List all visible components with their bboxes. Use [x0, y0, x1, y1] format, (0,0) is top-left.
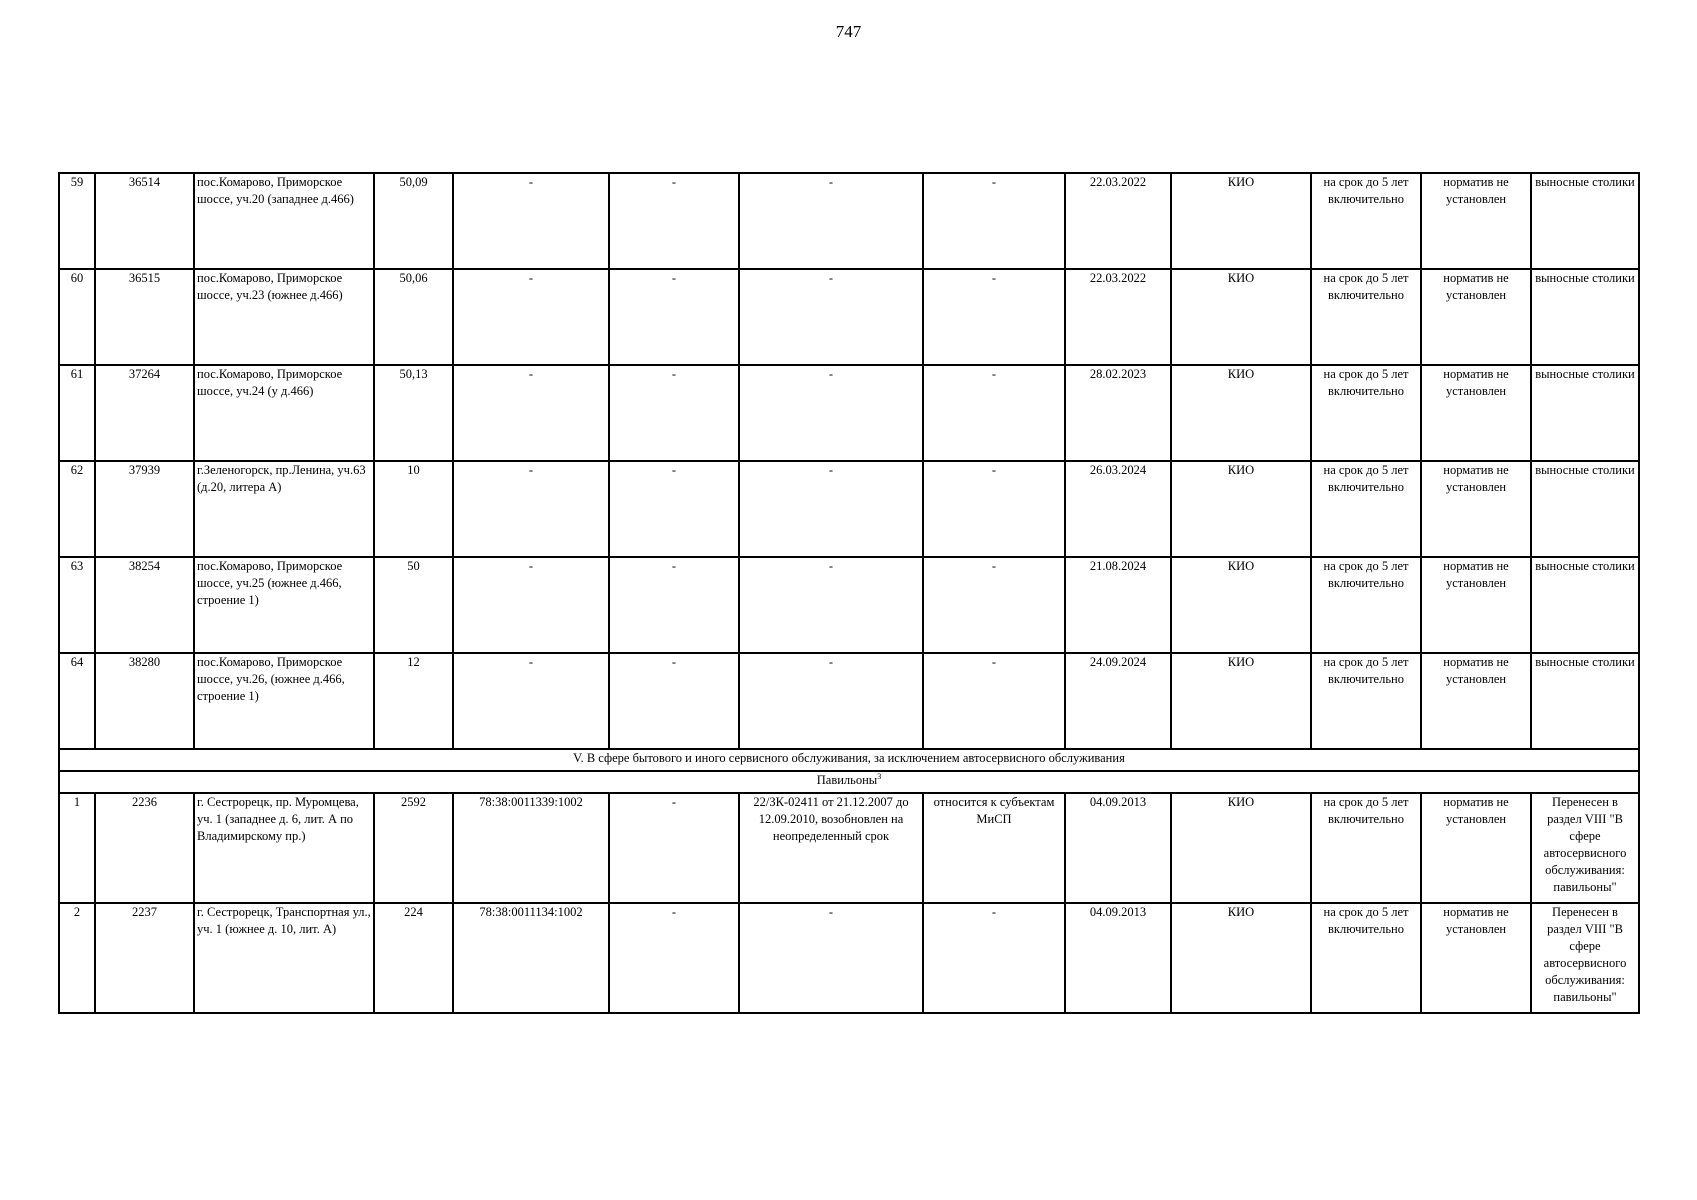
section-heading-row — [59, 749, 1639, 771]
cadastral-number: - — [453, 269, 609, 365]
subsection-title: Павильоны — [816, 773, 878, 787]
specialization: выносные столики — [1531, 269, 1639, 365]
object-id: 38254 — [95, 557, 194, 653]
term: на срок до 5 лет включительно — [1311, 793, 1421, 903]
organization: КИО — [1171, 461, 1311, 557]
cadastral-number: - — [453, 173, 609, 269]
subsection-footnote-mark: 3 — [877, 771, 882, 781]
msp-status: - — [923, 461, 1065, 557]
row-number: 63 — [59, 557, 95, 653]
subsection-heading-row — [59, 771, 1639, 793]
specialization: выносные столики — [1531, 173, 1639, 269]
object-id: 36515 — [95, 269, 194, 365]
agreement: - — [739, 557, 923, 653]
specialization: выносные столики — [1531, 365, 1639, 461]
table-row — [59, 269, 1639, 365]
address: пос.Комарово, Приморское шоссе, уч.25 (южнее д.466, строение 1) — [194, 557, 374, 653]
specialization: Перенесен в раздел VIII "В сфере автосервисного обслуживания: павильоны" — [1531, 793, 1639, 903]
agreement: - — [739, 269, 923, 365]
agreement: - — [739, 903, 923, 1013]
norm: норматив не установлен — [1421, 557, 1531, 653]
norm: норматив не установлен — [1421, 793, 1531, 903]
column-6: - — [609, 173, 739, 269]
address: г.Зеленогорск, пр.Ленина, уч.63 (д.20, литера А) — [194, 461, 374, 557]
table-row — [59, 903, 1639, 1013]
object-id: 36514 — [95, 173, 194, 269]
date: 28.02.2023 — [1065, 365, 1171, 461]
column-6: - — [609, 653, 739, 749]
norm: норматив не установлен — [1421, 365, 1531, 461]
column-6: - — [609, 269, 739, 365]
address: пос.Комарово, Приморское шоссе, уч.20 (западнее д.466) — [194, 173, 374, 269]
table-row — [59, 793, 1639, 903]
address: г. Сестрорецк, Транспортная ул., уч. 1 (южнее д. 10, лит. А) — [194, 903, 374, 1013]
specialization: выносные столики — [1531, 461, 1639, 557]
table-row — [59, 365, 1639, 461]
subsection-cell — [59, 771, 1639, 793]
term: на срок до 5 лет включительно — [1311, 365, 1421, 461]
area: 50,06 — [374, 269, 453, 365]
area: 12 — [374, 653, 453, 749]
date: 22.03.2022 — [1065, 173, 1171, 269]
term: на срок до 5 лет включительно — [1311, 461, 1421, 557]
msp-status: - — [923, 557, 1065, 653]
msp-status: относится к субъектам МиСП — [923, 793, 1065, 903]
date: 22.03.2022 — [1065, 269, 1171, 365]
organization: КИО — [1171, 793, 1311, 903]
table-row — [59, 653, 1639, 749]
agreement: - — [739, 461, 923, 557]
organization: КИО — [1171, 173, 1311, 269]
date: 04.09.2013 — [1065, 793, 1171, 903]
msp-status: - — [923, 903, 1065, 1013]
area: 50 — [374, 557, 453, 653]
column-6: - — [609, 461, 739, 557]
norm: норматив не установлен — [1421, 269, 1531, 365]
column-6: - — [609, 793, 739, 903]
row-number: 60 — [59, 269, 95, 365]
organization: КИО — [1171, 269, 1311, 365]
msp-status: - — [923, 653, 1065, 749]
date: 26.03.2024 — [1065, 461, 1171, 557]
row-number: 2 — [59, 903, 95, 1013]
agreement: - — [739, 365, 923, 461]
row-number: 59 — [59, 173, 95, 269]
cadastral-number: - — [453, 653, 609, 749]
cadastral-number: 78:38:0011339:1002 — [453, 793, 609, 903]
msp-status: - — [923, 173, 1065, 269]
organization: КИО — [1171, 365, 1311, 461]
area: 50,13 — [374, 365, 453, 461]
date: 04.09.2013 — [1065, 903, 1171, 1013]
address: г. Сестрорецк, пр. Муромцева, уч. 1 (западнее д. 6, лит. А по Владимирскому пр.) — [194, 793, 374, 903]
area: 224 — [374, 903, 453, 1013]
object-id: 37264 — [95, 365, 194, 461]
area: 2592 — [374, 793, 453, 903]
address: пос.Комарово, Приморское шоссе, уч.26, (южнее д.466, строение 1) — [194, 653, 374, 749]
agreement: 22/ЗК-02411 от 21.12.2007 до 12.09.2010, возобновлен на неопределенный срок — [739, 793, 923, 903]
term: на срок до 5 лет включительно — [1311, 557, 1421, 653]
msp-status: - — [923, 269, 1065, 365]
object-id: 37939 — [95, 461, 194, 557]
specialization: выносные столики — [1531, 557, 1639, 653]
organization: КИО — [1171, 653, 1311, 749]
specialization: Перенесен в раздел VIII "В сфере автосервисного обслуживания: павильоны" — [1531, 903, 1639, 1013]
row-number: 64 — [59, 653, 95, 749]
term: на срок до 5 лет включительно — [1311, 903, 1421, 1013]
agreement: - — [739, 653, 923, 749]
cadastral-number: - — [453, 365, 609, 461]
object-id: 2236 — [95, 793, 194, 903]
object-id: 38280 — [95, 653, 194, 749]
date: 21.08.2024 — [1065, 557, 1171, 653]
area: 50,09 — [374, 173, 453, 269]
specialization: выносные столики — [1531, 653, 1639, 749]
row-number: 61 — [59, 365, 95, 461]
term: на срок до 5 лет включительно — [1311, 653, 1421, 749]
column-6: - — [609, 365, 739, 461]
address: пос.Комарово, Приморское шоссе, уч.23 (южнее д.466) — [194, 269, 374, 365]
norm: норматив не установлен — [1421, 461, 1531, 557]
area: 10 — [374, 461, 453, 557]
page-number: 747 — [835, 22, 862, 41]
table-row — [59, 173, 1639, 269]
organization: КИО — [1171, 557, 1311, 653]
registry-table — [58, 172, 1640, 1014]
organization: КИО — [1171, 903, 1311, 1013]
norm: норматив не установлен — [1421, 653, 1531, 749]
msp-status: - — [923, 365, 1065, 461]
address: пос.Комарово, Приморское шоссе, уч.24 (у д.466) — [194, 365, 374, 461]
row-number: 1 — [59, 793, 95, 903]
cadastral-number: - — [453, 557, 609, 653]
object-id: 2237 — [95, 903, 194, 1013]
table-row — [59, 461, 1639, 557]
cadastral-number: 78:38:0011134:1002 — [453, 903, 609, 1013]
row-number: 62 — [59, 461, 95, 557]
column-6: - — [609, 903, 739, 1013]
norm: норматив не установлен — [1421, 173, 1531, 269]
column-6: - — [609, 557, 739, 653]
table-row — [59, 557, 1639, 653]
agreement: - — [739, 173, 923, 269]
cadastral-number: - — [453, 461, 609, 557]
section-title: V. В сфере бытового и иного сервисного обслуживания, за исключением автосервисного обслуживания — [59, 749, 1639, 771]
norm: норматив не установлен — [1421, 903, 1531, 1013]
term: на срок до 5 лет включительно — [1311, 173, 1421, 269]
term: на срок до 5 лет включительно — [1311, 269, 1421, 365]
date: 24.09.2024 — [1065, 653, 1171, 749]
